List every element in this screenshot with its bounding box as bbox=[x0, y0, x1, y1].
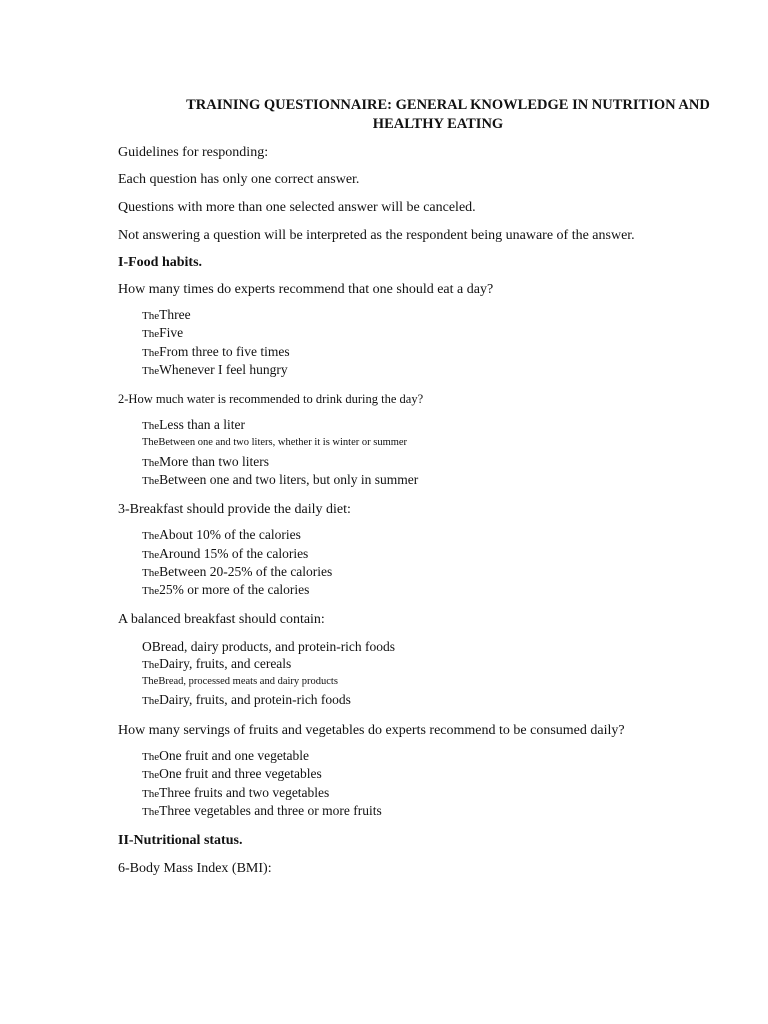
q3-option-2[interactable] bbox=[142, 546, 308, 563]
option-marker: The bbox=[142, 676, 159, 687]
option-marker: The bbox=[142, 347, 160, 359]
option-text: Whenever I feel hungry bbox=[159, 362, 288, 377]
option-text: About 10% of the calories bbox=[159, 527, 301, 542]
option-marker: The bbox=[142, 751, 160, 763]
q2-option-1[interactable] bbox=[142, 417, 245, 434]
guideline-rule-3: Not answering a question will be interpreted as the respondent being unaware of the answer. bbox=[118, 228, 635, 243]
option-marker: The bbox=[142, 530, 160, 542]
q5-option-4[interactable] bbox=[142, 803, 382, 820]
option-marker: The bbox=[142, 659, 160, 671]
q2-option-3[interactable] bbox=[142, 454, 269, 471]
q4-option-4[interactable] bbox=[142, 692, 351, 709]
option-text: Between one and two liters, whether it is winter or summer bbox=[158, 437, 408, 448]
q1-option-2[interactable] bbox=[142, 325, 183, 342]
option-text: Three vegetables and three or more fruits bbox=[159, 803, 382, 818]
q3-option-4[interactable] bbox=[142, 582, 309, 599]
section-heading-food-habits: I-Food habits. bbox=[118, 255, 203, 270]
option-text: Five bbox=[159, 325, 184, 340]
q4-option-1[interactable] bbox=[142, 639, 395, 655]
option-text: Between 20-25% of the calories bbox=[159, 564, 333, 579]
q3-option-3[interactable] bbox=[142, 564, 332, 581]
question-3: 3-Breakfast should provide the daily diet: bbox=[118, 502, 351, 517]
option-text: Between one and two liters, but only in summer bbox=[159, 472, 419, 487]
option-text: From three to five times bbox=[159, 344, 290, 359]
q2-option-4[interactable] bbox=[142, 472, 418, 489]
guideline-rule-1: Each question has only one correct answer. bbox=[118, 172, 360, 187]
guideline-rule-2: Questions with more than one selected answer will be canceled. bbox=[118, 200, 476, 215]
option-text: Dairy, fruits, and protein-rich foods bbox=[159, 692, 351, 707]
q5-option-3[interactable] bbox=[142, 785, 329, 802]
option-marker: The bbox=[142, 769, 160, 781]
option-marker: The bbox=[142, 695, 160, 707]
section-heading-nutritional-status: II-Nutritional status. bbox=[118, 833, 243, 848]
option-text: Three bbox=[159, 307, 191, 322]
option-text: Bread, dairy products, and protein-rich foods bbox=[151, 639, 396, 654]
q3-option-1[interactable] bbox=[142, 527, 301, 544]
option-text: Dairy, fruits, and cereals bbox=[159, 656, 292, 671]
option-marker: The bbox=[142, 310, 160, 322]
option-marker: The bbox=[142, 437, 159, 448]
option-text: One fruit and three vegetables bbox=[159, 766, 322, 781]
option-marker: The bbox=[142, 567, 160, 579]
q5-option-2[interactable] bbox=[142, 766, 322, 783]
option-marker: The bbox=[142, 549, 160, 561]
question-6: 6-Body Mass Index (BMI): bbox=[118, 861, 272, 876]
q4-option-2[interactable] bbox=[142, 656, 291, 673]
option-marker: The bbox=[142, 585, 160, 597]
option-text: One fruit and one vegetable bbox=[159, 748, 310, 763]
option-marker: The bbox=[142, 788, 160, 800]
option-text: More than two liters bbox=[159, 454, 269, 469]
q5-option-1[interactable] bbox=[142, 748, 309, 765]
q1-option-3[interactable] bbox=[142, 344, 290, 361]
q2-option-2[interactable] bbox=[142, 435, 407, 451]
option-text: 25% or more of the calories bbox=[159, 582, 310, 597]
question-2: 2-How much water is recommended to drink during the day? bbox=[118, 392, 424, 406]
option-marker: The bbox=[142, 457, 160, 469]
title-line-1: TRAINING QUESTIONNAIRE: GENERAL KNOWLEDGE IN NUTRITION AND bbox=[186, 97, 710, 113]
q4-option-3[interactable] bbox=[142, 674, 338, 690]
title-line-2: HEALTHY EATING bbox=[372, 116, 504, 132]
option-marker: O bbox=[142, 639, 152, 654]
q1-option-1[interactable] bbox=[142, 307, 191, 324]
option-marker: The bbox=[142, 420, 160, 432]
option-marker: The bbox=[142, 328, 160, 340]
q1-option-4[interactable] bbox=[142, 362, 288, 379]
option-text: Bread, processed meats and dairy products bbox=[158, 676, 338, 687]
questionnaire-title bbox=[118, 96, 758, 134]
question-1: How many times do experts recommend that one should eat a day? bbox=[118, 282, 494, 297]
option-text: Less than a liter bbox=[159, 417, 245, 432]
option-text: Around 15% of the calories bbox=[159, 546, 309, 561]
option-marker: The bbox=[142, 365, 160, 377]
option-marker: The bbox=[142, 806, 160, 818]
option-text: Three fruits and two vegetables bbox=[159, 785, 330, 800]
question-4: A balanced breakfast should contain: bbox=[118, 612, 325, 627]
question-5: How many servings of fruits and vegetables do experts recommend to be consumed daily? bbox=[118, 723, 625, 738]
option-marker: The bbox=[142, 475, 160, 487]
guidelines-heading: Guidelines for responding: bbox=[118, 145, 269, 160]
